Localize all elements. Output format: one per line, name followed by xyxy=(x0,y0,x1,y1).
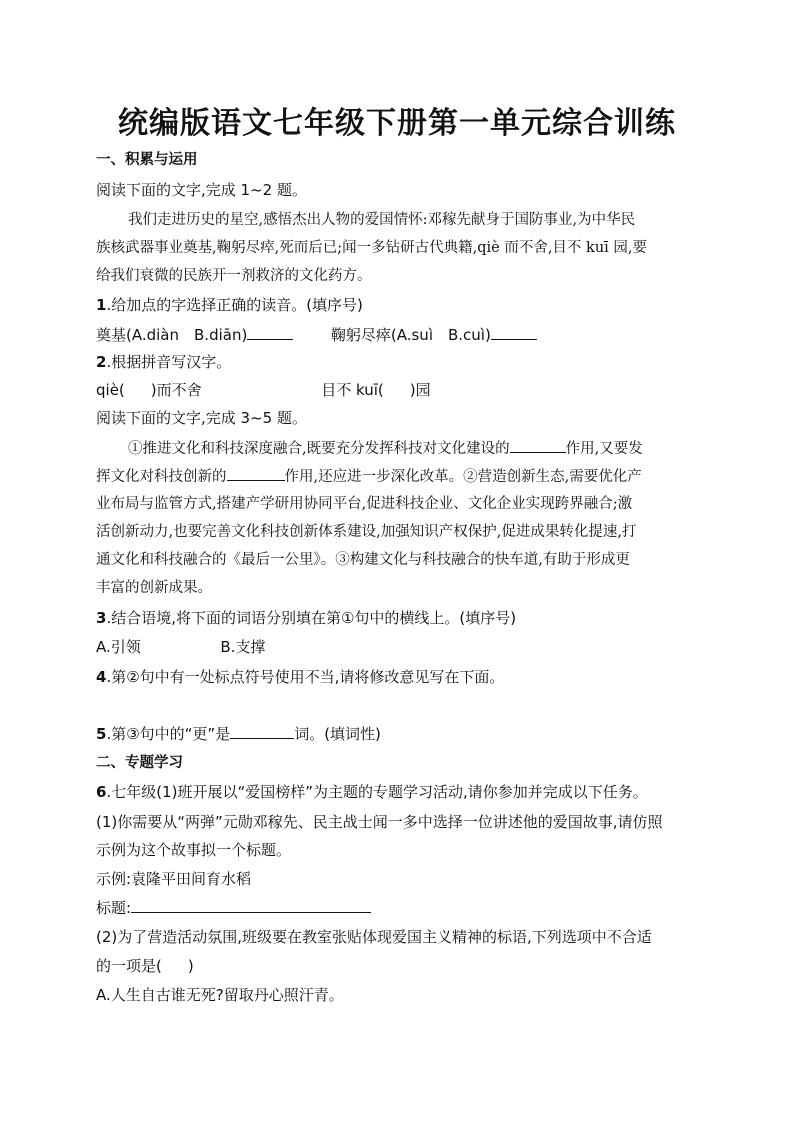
question-6 xyxy=(96,782,706,802)
passage1-line-1: 我们走进历史的星空,感悟杰出人物的爱国情怀:邓稼先献身于国防事业,为中华民 xyxy=(128,212,636,228)
section-heading-1: 一、积累与运用 xyxy=(96,152,198,168)
task-2-line-2 xyxy=(96,956,706,976)
question-number: 2 xyxy=(96,353,107,371)
question-3 xyxy=(96,608,706,628)
answer-blank[interactable] xyxy=(230,724,294,739)
task-1-example: 示例:袁隆平田间育水稻 xyxy=(96,870,252,888)
reading-intro-2: 阅读下面的文字,完成 3~5 题。 xyxy=(96,409,307,427)
option-a: A.引领 xyxy=(96,638,141,656)
question-number: 4 xyxy=(96,668,107,686)
question-number: 6 xyxy=(96,783,107,801)
question-text: .结合语境,将下面的词语分别填在第①句中的横线上。(填序号) xyxy=(106,609,517,627)
title-answer-blank[interactable] xyxy=(131,898,371,913)
answer-blank[interactable] xyxy=(510,438,566,453)
passage2-line-1 xyxy=(96,438,738,459)
passage-text: 挥文化对科技创新的 xyxy=(96,469,227,485)
passage2-line-3: 业布局与监管方式,搭建产学研用协同平台,促进科技企业、文化企业实现跨界融合;激 xyxy=(96,496,633,512)
question-text: .七年级(1)班开展以“爱国榜样”为主题的专题学习活动,请你参加并完成以下任务。 xyxy=(106,783,648,801)
question-text: .第③句中的“更”是 xyxy=(106,725,231,743)
answer-blank[interactable] xyxy=(491,325,537,340)
question-2-items xyxy=(96,380,706,400)
question-text: .给加点的字选择正确的读音。(填序号) xyxy=(106,296,363,314)
reading-intro-1: 阅读下面的文字,完成 1~2 题。 xyxy=(96,181,307,199)
question-text: 词。(填词性) xyxy=(294,725,381,743)
question-number: 1 xyxy=(96,296,107,314)
task-1-line-1: (1)你需要从“两弹”元勋邓稼先、民主战士闻一多中选择一位讲述他的爱国故事,请仿照 xyxy=(96,813,663,831)
question-text: 的一项是( xyxy=(96,957,162,975)
question-text: .第②句中有一处标点符号使用不当,请将修改意见写在下面。 xyxy=(106,668,505,686)
passage2-line-2 xyxy=(96,466,706,487)
question-text: .根据拼音写汉字。 xyxy=(106,353,232,371)
passage-text: ①推进文化和科技深度融合,既要充分发挥科技对文化建设的 xyxy=(128,441,510,457)
passage1-line-3: 给我们衰微的民族开一剂救济的文化药方。 xyxy=(96,268,372,284)
question-number: 3 xyxy=(96,609,107,627)
question-1-options xyxy=(96,325,706,345)
question-2 xyxy=(96,352,706,372)
passage2-line-4: 活创新动力,也要完善文化科技创新体系建设,加强知识产权保护,促进成果转化提速,打 xyxy=(96,524,637,540)
question-4 xyxy=(96,667,706,687)
passage2-line-6: 丰富的创新成果。 xyxy=(96,580,212,596)
answer-blank[interactable] xyxy=(247,325,293,340)
page-title: 统编版语文七年级下册第一单元综合训练 xyxy=(118,106,676,141)
task-1-line-2: 示例为这个故事拟一个标题。 xyxy=(96,841,292,859)
passage1-line-2: 族核武器事业奠基,鞠躬尽瘁,死而后已;闻一多钻研古代典籍,qiè 而不舍,目不 kuī 园,要 xyxy=(96,240,648,256)
passage2-line-5: 通文化和科技融合的《最后一公里》。③构建文化与科技融合的快车道,有助于形成更 xyxy=(96,552,630,568)
question-1 xyxy=(96,295,706,315)
question-text: ) xyxy=(187,957,194,975)
passage-text: 作用,还应进一步深化改革。②营造创新生态,需要优化产 xyxy=(284,469,642,485)
task-2-line-1: (2)为了营造活动氛围,班级要在教室张贴体现爱国主义精神的标语,下列选项中不合适 xyxy=(96,928,652,946)
pinyin-item-b-start: 目不 kuī( xyxy=(321,381,384,399)
option-a-line: A.人生自古谁无死?留取丹心照汗青。 xyxy=(96,986,344,1004)
option-b: B.支撑 xyxy=(220,638,266,656)
pinyin-item-b-end: )园 xyxy=(409,381,431,399)
option-a: 奠基(A.diàn B.diān) xyxy=(96,326,248,344)
question-3-options xyxy=(96,637,706,657)
title-label: 标题: xyxy=(96,899,132,917)
option-b: 鞠躬尽瘁(A.suì B.cuì) xyxy=(330,326,491,344)
title-answer-row xyxy=(96,898,706,918)
answer-blank[interactable] xyxy=(227,466,285,481)
section-heading-2: 二、专题学习 xyxy=(96,755,183,771)
pinyin-item-a-end: )而不舍 xyxy=(150,381,202,399)
question-5 xyxy=(96,724,706,744)
question-number: 5 xyxy=(96,725,107,743)
passage-text: 作用,又要发 xyxy=(565,441,643,457)
pinyin-item-a-start: qiè( xyxy=(96,381,125,399)
